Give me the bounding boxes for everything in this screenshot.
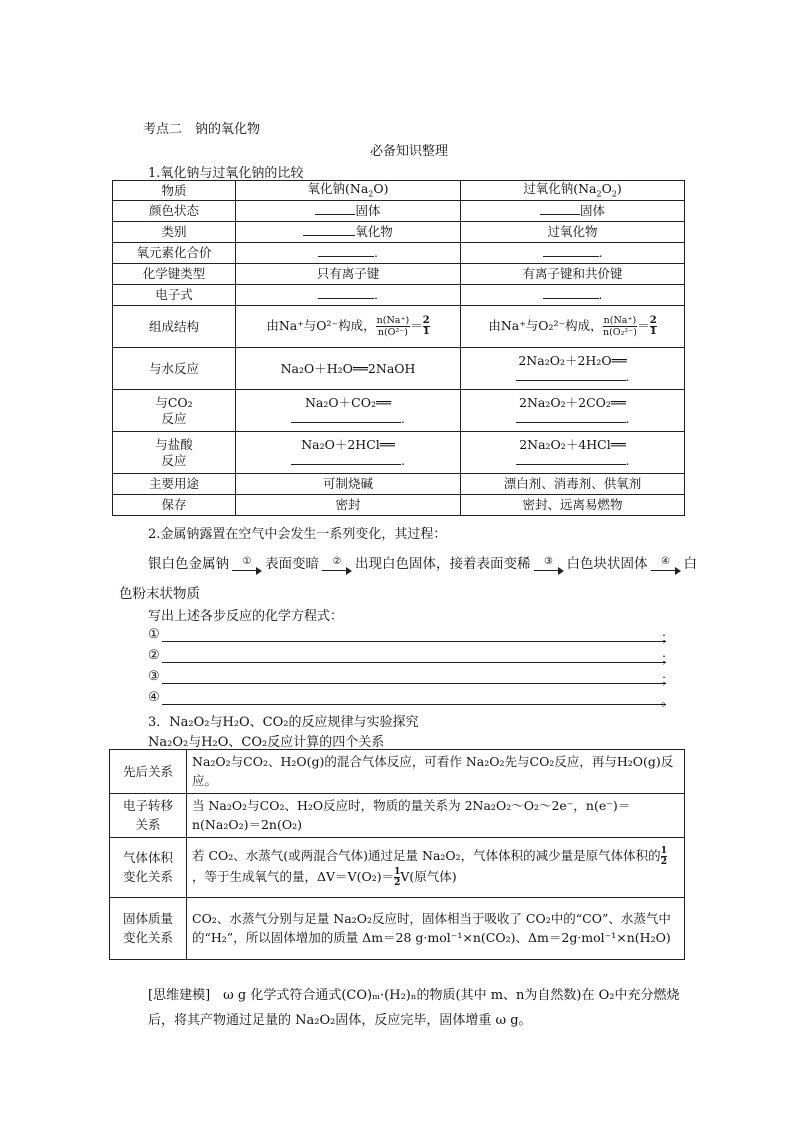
chain-stage: 白色块状固体 xyxy=(566,556,648,572)
relation-value: 若 CO₂、水蒸气(或两混合气体)通过足量 Na₂O₂，气体体积的减少量是原气体体积的 $\frac{1}{2}$，等于生成氧气的量，ΔV＝V(O₂)＝ $\frac{1}{2}V$(原气体) xyxy=(187,837,685,897)
text-cell: 密封、远离易燃物 xyxy=(461,495,685,516)
answer-blank[interactable] xyxy=(516,369,626,381)
write-prompt: 写出上述各步反应的化学方程式： xyxy=(148,609,344,624)
table-row xyxy=(113,474,685,495)
answer-blank[interactable] xyxy=(303,224,355,236)
text-cell: 可制烧碱 xyxy=(236,474,461,495)
relation-value: CO₂、水蒸气分别与足量 Na₂O₂反应时，固体相当于吸收了 CO₂中的“CO”、水蒸气中的“H₂”，所以固体增加的质量 Δm＝28 g·mol⁻¹×n(CO₂)、Δm＝2g·mol⁻¹×n(H₂O) xyxy=(187,897,685,959)
answer-blank[interactable] xyxy=(318,287,374,299)
table-row xyxy=(113,181,685,201)
equation-cell: 2Na₂O₂＋2CO₂══ . xyxy=(461,390,685,432)
equation-cell: 2Na₂O₂＋4HCl══ . xyxy=(461,432,685,474)
chain-stage: 银白色金属钠 xyxy=(148,556,229,572)
chain-stage: 出现白色固体，接着表面变稀 xyxy=(355,556,531,572)
ratio-fraction: $\frac{n(Na^+)}{\text{n(O₂²⁻)}}$ xyxy=(602,315,637,338)
comparison-table xyxy=(112,180,685,516)
structure-cell: 由Na⁺与O²⁻构成， $\frac{n(Na^+)}{\text{n(O²⁻)}}=$ $\frac{2}{1}$ xyxy=(236,306,461,348)
step-arrow: ② xyxy=(322,558,352,572)
answer-blank[interactable] xyxy=(291,411,401,423)
row-label: 类别 xyxy=(113,222,236,243)
header-cell: 氧化钠$(Na_2O)$ xyxy=(236,181,461,201)
chain-stage: 白 xyxy=(683,556,697,572)
answer-cell: . xyxy=(461,285,685,306)
row-label: 与CO₂ 反应 xyxy=(113,390,236,432)
heading-air-exposure: 2.金属钠露置在空气中会发生一系列变化，其过程： xyxy=(148,527,447,542)
fraction: $\frac{1}{2}$ xyxy=(394,867,401,889)
section-title: 考点二 钠的氧化物 xyxy=(143,122,261,137)
row-label: 氧元素化合价 xyxy=(113,243,236,264)
step-arrow: ③ xyxy=(534,558,564,572)
relation-key: 气体体积 变化关系 xyxy=(110,837,187,897)
ratio-value: $\frac{2}{1}$ xyxy=(649,315,657,337)
answer-blank[interactable] xyxy=(291,453,401,465)
ratio-value: $\frac{2}{1}$ xyxy=(422,315,430,337)
text-cell: 只有离子键 xyxy=(236,264,461,285)
relation-key: 先后关系 xyxy=(110,750,187,794)
row-label: 主要用途 xyxy=(113,474,236,495)
relation-key: 固体质量 变化关系 xyxy=(110,897,187,959)
table-row xyxy=(110,837,685,897)
equation-line[interactable]: ② ； xyxy=(148,648,674,667)
answer-cell: 固体 xyxy=(236,201,461,222)
answer-blank[interactable] xyxy=(516,453,626,465)
heading-comparison: 1.氧化钠与过氧化钠的比较 xyxy=(148,166,304,181)
step-arrow: ① xyxy=(232,558,262,572)
row-label: 化学键类型 xyxy=(113,264,236,285)
answer-cell: . xyxy=(236,243,461,264)
row-label: 组成结构 xyxy=(113,306,236,348)
ratio-fraction: $\frac{n(Na^+)}{\text{n(O²⁻)}}$ xyxy=(376,315,410,338)
relation-key: 电子转移 关系 xyxy=(110,793,187,837)
answer-blank[interactable] xyxy=(543,287,599,299)
reaction-chain xyxy=(148,552,697,572)
fraction: $\frac{1}{2}$ xyxy=(660,846,667,868)
table-row xyxy=(110,750,685,794)
table-row xyxy=(113,201,685,222)
answer-cell: . xyxy=(236,285,461,306)
heading-four-relations: Na₂O₂与H₂O、CO₂反应计算的四个关系 xyxy=(148,735,385,750)
chain-stage: 表面变暗 xyxy=(265,556,319,572)
row-label: 颜色状态 xyxy=(113,201,236,222)
table-row xyxy=(113,222,685,243)
structure-cell: 由Na⁺与O₂²⁻构成， $\frac{n(Na^+)}{\text{n(O₂²⁻)}}=$ $\frac{2}{1}$ xyxy=(461,306,685,348)
text-cell: 密封 xyxy=(236,495,461,516)
equation-cell: Na₂O＋2HCl══ . xyxy=(236,432,461,474)
thinking-model: [思维建模] ω g 化学式符合通式(CO)ₘ·(H₂)ₙ的物质(其中 m、n为自然数)在 O₂中充分燃烧后，将其产物通过足量的 Na₂O₂固体，反应完毕，固体增重 ω g。 xyxy=(148,988,680,1028)
row-label: 保存 xyxy=(113,495,236,516)
equation-line[interactable]: ④ 。 xyxy=(148,690,674,709)
answer-cell: 固体 xyxy=(461,201,685,222)
relations-table xyxy=(109,749,685,960)
answer-blank[interactable] xyxy=(540,203,580,215)
row-label: 电子式 xyxy=(113,285,236,306)
answer-cell: . xyxy=(461,243,685,264)
subtitle: 必备知识整理 xyxy=(370,144,449,159)
answer-blank[interactable] xyxy=(516,411,626,423)
step-arrow: ④ xyxy=(651,558,681,572)
table-row xyxy=(110,793,685,837)
equation-cell: 2Na₂O₂＋2H₂O══ . xyxy=(461,348,685,390)
relation-value: 当 Na₂O₂与CO₂、H₂O反应时，物质的量关系为 2Na₂O₂～O₂～2e⁻，n(e⁻)＝n(Na₂O₂)＝2n(O₂) xyxy=(187,793,685,837)
header-cell: 物质 xyxy=(113,181,236,201)
chain-continuation: 色粉末状物质 xyxy=(119,586,200,602)
relation-value: Na₂O₂与CO₂、H₂O(g)的混合气体反应，可看作 Na₂O₂先与CO₂反应，再与H₂O(g)反应。 xyxy=(187,750,685,794)
equation-cell: Na₂O＋H₂O══2NaOH xyxy=(236,348,461,390)
equation-cell: Na₂O＋CO₂══ . xyxy=(236,390,461,432)
text-cell: 过氧化物 xyxy=(461,222,685,243)
answer-blank[interactable] xyxy=(543,245,599,257)
table-row xyxy=(113,432,685,474)
table-row xyxy=(113,285,685,306)
row-label: 与水反应 xyxy=(113,348,236,390)
table-row xyxy=(113,264,685,285)
equation-line[interactable]: ③ ； xyxy=(148,669,674,688)
table-row xyxy=(110,897,685,959)
header-cell: 过氧化钠$(Na_2O_2)$ xyxy=(461,181,685,201)
answer-cell: 氧化物 xyxy=(236,222,461,243)
text-cell: 漂白剂、消毒剂、供氧剂 xyxy=(461,474,685,495)
row-label: 与盐酸 反应 xyxy=(113,432,236,474)
table-row xyxy=(113,243,685,264)
text-cell: 有离子键和共价键 xyxy=(461,264,685,285)
heading-rules: 3．Na₂O₂与H₂O、CO₂的反应规律与实验探究 xyxy=(148,715,419,730)
answer-blank[interactable] xyxy=(315,203,355,215)
table-row xyxy=(113,495,685,516)
answer-blank[interactable] xyxy=(318,245,374,257)
table-row xyxy=(113,348,685,390)
table-row xyxy=(113,390,685,432)
table-row xyxy=(113,306,685,348)
equation-line[interactable]: ① ； xyxy=(148,627,674,646)
